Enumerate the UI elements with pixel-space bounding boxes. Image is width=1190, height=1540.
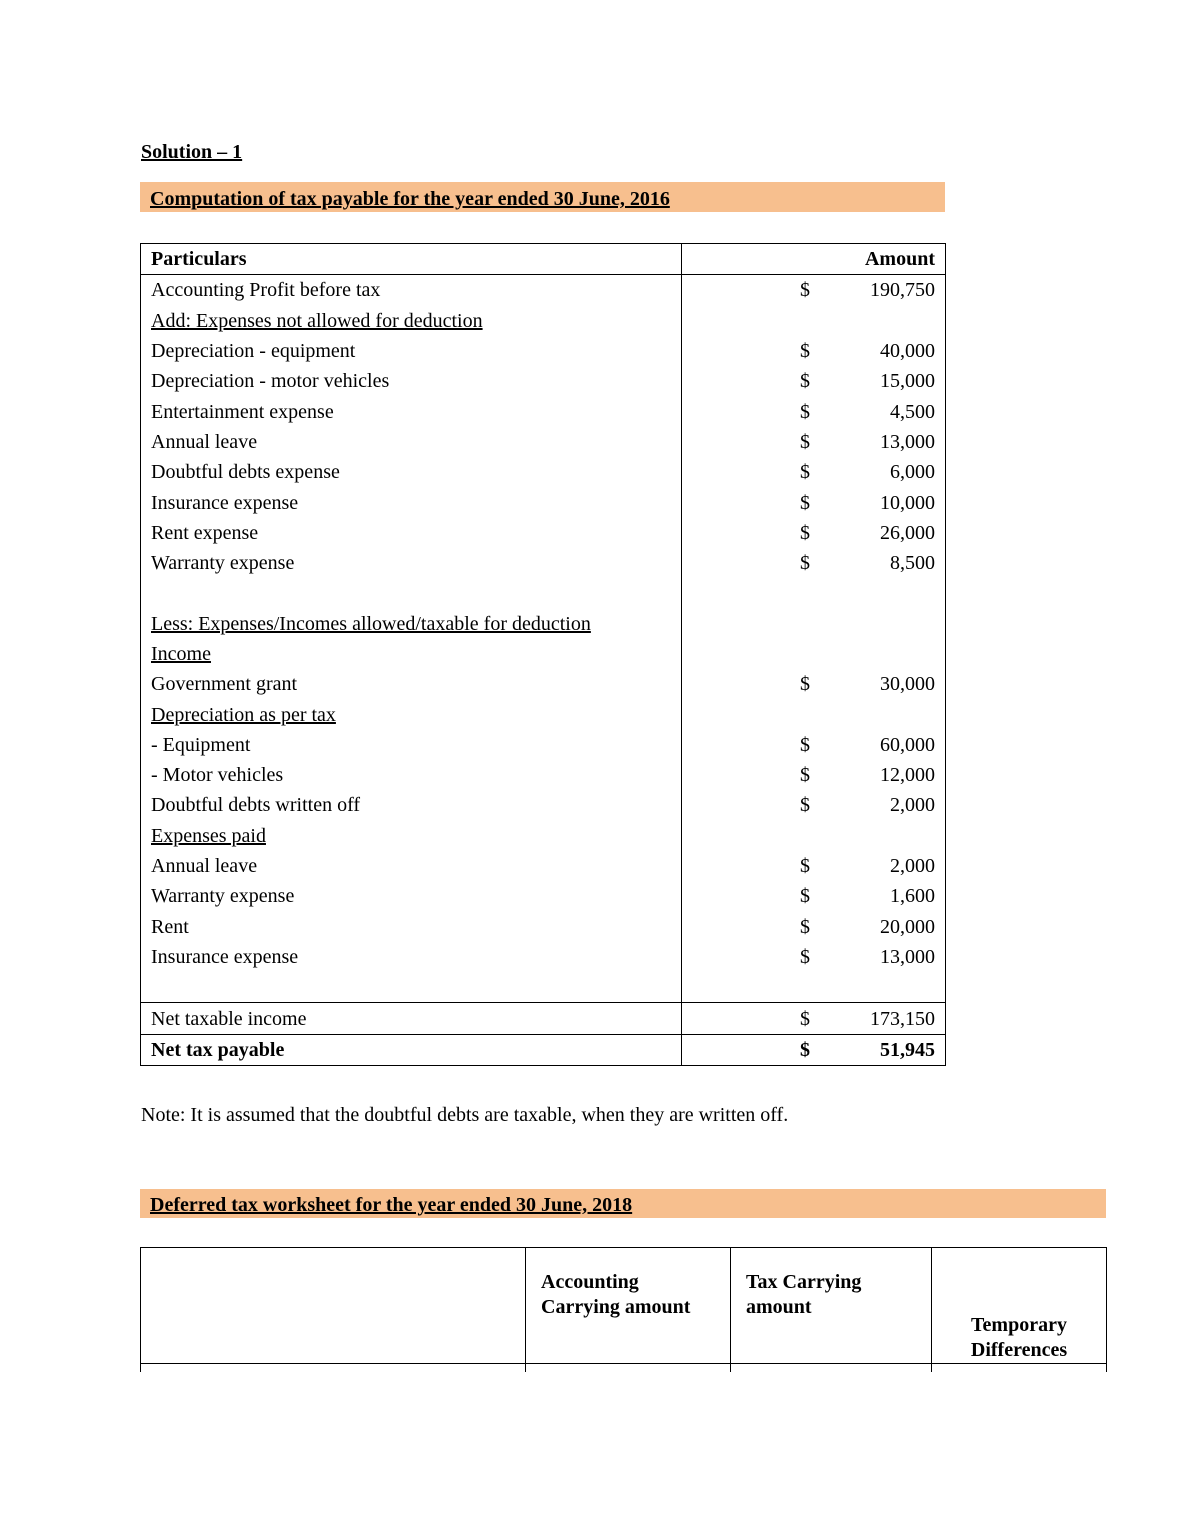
row-amount <box>682 275 946 306</box>
amount-value: 26,000 <box>880 521 935 544</box>
table-row <box>141 366 946 396</box>
row-label: Doubtful debts written off <box>141 790 682 820</box>
currency-symbol: $ <box>800 885 810 908</box>
table-row <box>141 457 946 487</box>
row-amount <box>682 972 946 1003</box>
row-label: Depreciation - motor vehicles <box>141 366 682 396</box>
row-amount <box>682 881 946 911</box>
table-row <box>141 578 946 608</box>
amount-value: 8,500 <box>890 552 935 575</box>
amount-value: 173,150 <box>870 1007 935 1030</box>
row-amount <box>682 396 946 426</box>
row-label <box>141 972 682 1003</box>
row-label: Annual leave <box>141 851 682 881</box>
currency-symbol: $ <box>800 1038 810 1061</box>
page-bottom-whitespace <box>0 1372 1190 1540</box>
row-label: Expenses paid <box>141 821 682 851</box>
amount-header: Amount <box>682 244 946 275</box>
net-tax-payable-row <box>141 1034 946 1065</box>
row-amount <box>682 427 946 457</box>
table-row <box>141 912 946 942</box>
row-label: Annual leave <box>141 427 682 457</box>
row-label: Depreciation as per tax <box>141 699 682 729</box>
row-label: Add: Expenses not allowed for deduction <box>141 306 682 336</box>
table-row <box>141 336 946 366</box>
row-amount <box>682 639 946 669</box>
currency-symbol: $ <box>800 733 810 756</box>
deferred-tax-header-row <box>141 1248 1107 1364</box>
solution-heading: Solution – 1 <box>141 141 243 163</box>
amount-value: 1,600 <box>890 885 935 908</box>
row-label: Entertainment expense <box>141 396 682 426</box>
amount-value: 2,000 <box>890 794 935 817</box>
currency-symbol: $ <box>800 491 810 514</box>
row-amount <box>682 912 946 942</box>
amount-value: 51,945 <box>880 1038 935 1061</box>
row-amount <box>682 487 946 517</box>
row-label: Depreciation - equipment <box>141 336 682 366</box>
currency-symbol: $ <box>800 1007 810 1030</box>
blank-header <box>141 1248 526 1364</box>
currency-symbol: $ <box>800 673 810 696</box>
table-row <box>141 942 946 972</box>
row-label: Rent expense <box>141 518 682 548</box>
amount-value: 12,000 <box>880 764 935 787</box>
table-row <box>141 851 946 881</box>
table-row <box>141 881 946 911</box>
row-amount <box>682 1003 946 1034</box>
row-label: Insurance expense <box>141 487 682 517</box>
row-label <box>141 578 682 608</box>
row-amount <box>682 851 946 881</box>
currency-symbol: $ <box>800 945 810 968</box>
accounting-carrying-amount-header: Accounting Carrying amount <box>526 1248 731 1364</box>
amount-value: 10,000 <box>880 491 935 514</box>
row-amount <box>682 336 946 366</box>
row-label: Accounting Profit before tax <box>141 275 682 306</box>
currency-symbol: $ <box>800 915 810 938</box>
table-row <box>141 972 946 1003</box>
amount-value: 13,000 <box>880 945 935 968</box>
amount-value: 2,000 <box>890 855 935 878</box>
tax-computation-title: Computation of tax payable for the year ended 30 June, 2016 <box>150 188 670 210</box>
row-amount <box>682 457 946 487</box>
currency-symbol: $ <box>800 279 810 302</box>
row-amount <box>682 790 946 820</box>
amount-value: 4,500 <box>890 400 935 423</box>
tax-computation-title-band <box>140 182 945 212</box>
row-amount <box>682 578 946 608</box>
tax-computation-table <box>140 243 946 1066</box>
currency-symbol: $ <box>800 430 810 453</box>
currency-symbol: $ <box>800 552 810 575</box>
amount-value: 40,000 <box>880 340 935 363</box>
table-row <box>141 487 946 517</box>
particulars-header: Particulars <box>141 244 682 275</box>
row-amount <box>682 518 946 548</box>
currency-symbol: $ <box>800 764 810 787</box>
row-amount <box>682 609 946 639</box>
row-label: - Equipment <box>141 730 682 760</box>
table-row <box>141 548 946 578</box>
row-label: Income <box>141 639 682 669</box>
table-row <box>141 639 946 669</box>
tax-carrying-amount-header: Tax Carrying amount <box>731 1248 932 1364</box>
row-amount <box>682 821 946 851</box>
amount-value: 60,000 <box>880 733 935 756</box>
row-amount <box>682 306 946 336</box>
row-label: Net tax payable <box>141 1034 682 1065</box>
table-row <box>141 669 946 699</box>
table-row <box>141 790 946 820</box>
table-row <box>141 306 946 336</box>
deferred-tax-title: Deferred tax worksheet for the year ended 30 June, 2018 <box>150 1194 633 1216</box>
table-row <box>141 518 946 548</box>
currency-symbol: $ <box>800 521 810 544</box>
currency-symbol: $ <box>800 855 810 878</box>
row-amount <box>682 1034 946 1065</box>
row-amount <box>682 669 946 699</box>
row-label: Net taxable income <box>141 1003 682 1034</box>
table-row <box>141 699 946 729</box>
amount-value: 13,000 <box>880 430 935 453</box>
amount-value: 30,000 <box>880 673 935 696</box>
amount-value: 6,000 <box>890 461 935 484</box>
row-label: Less: Expenses/Incomes allowed/taxable for deduction <box>141 609 682 639</box>
deferred-tax-title-band <box>140 1189 1106 1218</box>
row-amount <box>682 699 946 729</box>
table-row <box>141 821 946 851</box>
currency-symbol: $ <box>800 794 810 817</box>
row-amount <box>682 366 946 396</box>
table-row <box>141 396 946 426</box>
temporary-differences-header: Temporary Differences <box>932 1248 1107 1364</box>
net-taxable-income-row <box>141 1003 946 1034</box>
table-row <box>141 427 946 457</box>
note-text: Note: It is assumed that the doubtful debts are taxable, when they are written off. <box>141 1104 789 1126</box>
row-label: Warranty expense <box>141 881 682 911</box>
table-row <box>141 275 946 306</box>
row-amount <box>682 760 946 790</box>
row-label: Government grant <box>141 669 682 699</box>
row-label: Doubtful debts expense <box>141 457 682 487</box>
amount-value: 15,000 <box>880 370 935 393</box>
table-row <box>141 760 946 790</box>
currency-symbol: $ <box>800 400 810 423</box>
row-amount <box>682 730 946 760</box>
amount-value: 20,000 <box>880 915 935 938</box>
row-label: Rent <box>141 912 682 942</box>
currency-symbol: $ <box>800 461 810 484</box>
table-header-row <box>141 244 946 275</box>
currency-symbol: $ <box>800 340 810 363</box>
row-label: - Motor vehicles <box>141 760 682 790</box>
row-amount <box>682 548 946 578</box>
amount-value: 190,750 <box>870 279 935 302</box>
row-label: Insurance expense <box>141 942 682 972</box>
currency-symbol: $ <box>800 370 810 393</box>
table-row <box>141 730 946 760</box>
table-row <box>141 609 946 639</box>
row-label: Warranty expense <box>141 548 682 578</box>
row-amount <box>682 942 946 972</box>
